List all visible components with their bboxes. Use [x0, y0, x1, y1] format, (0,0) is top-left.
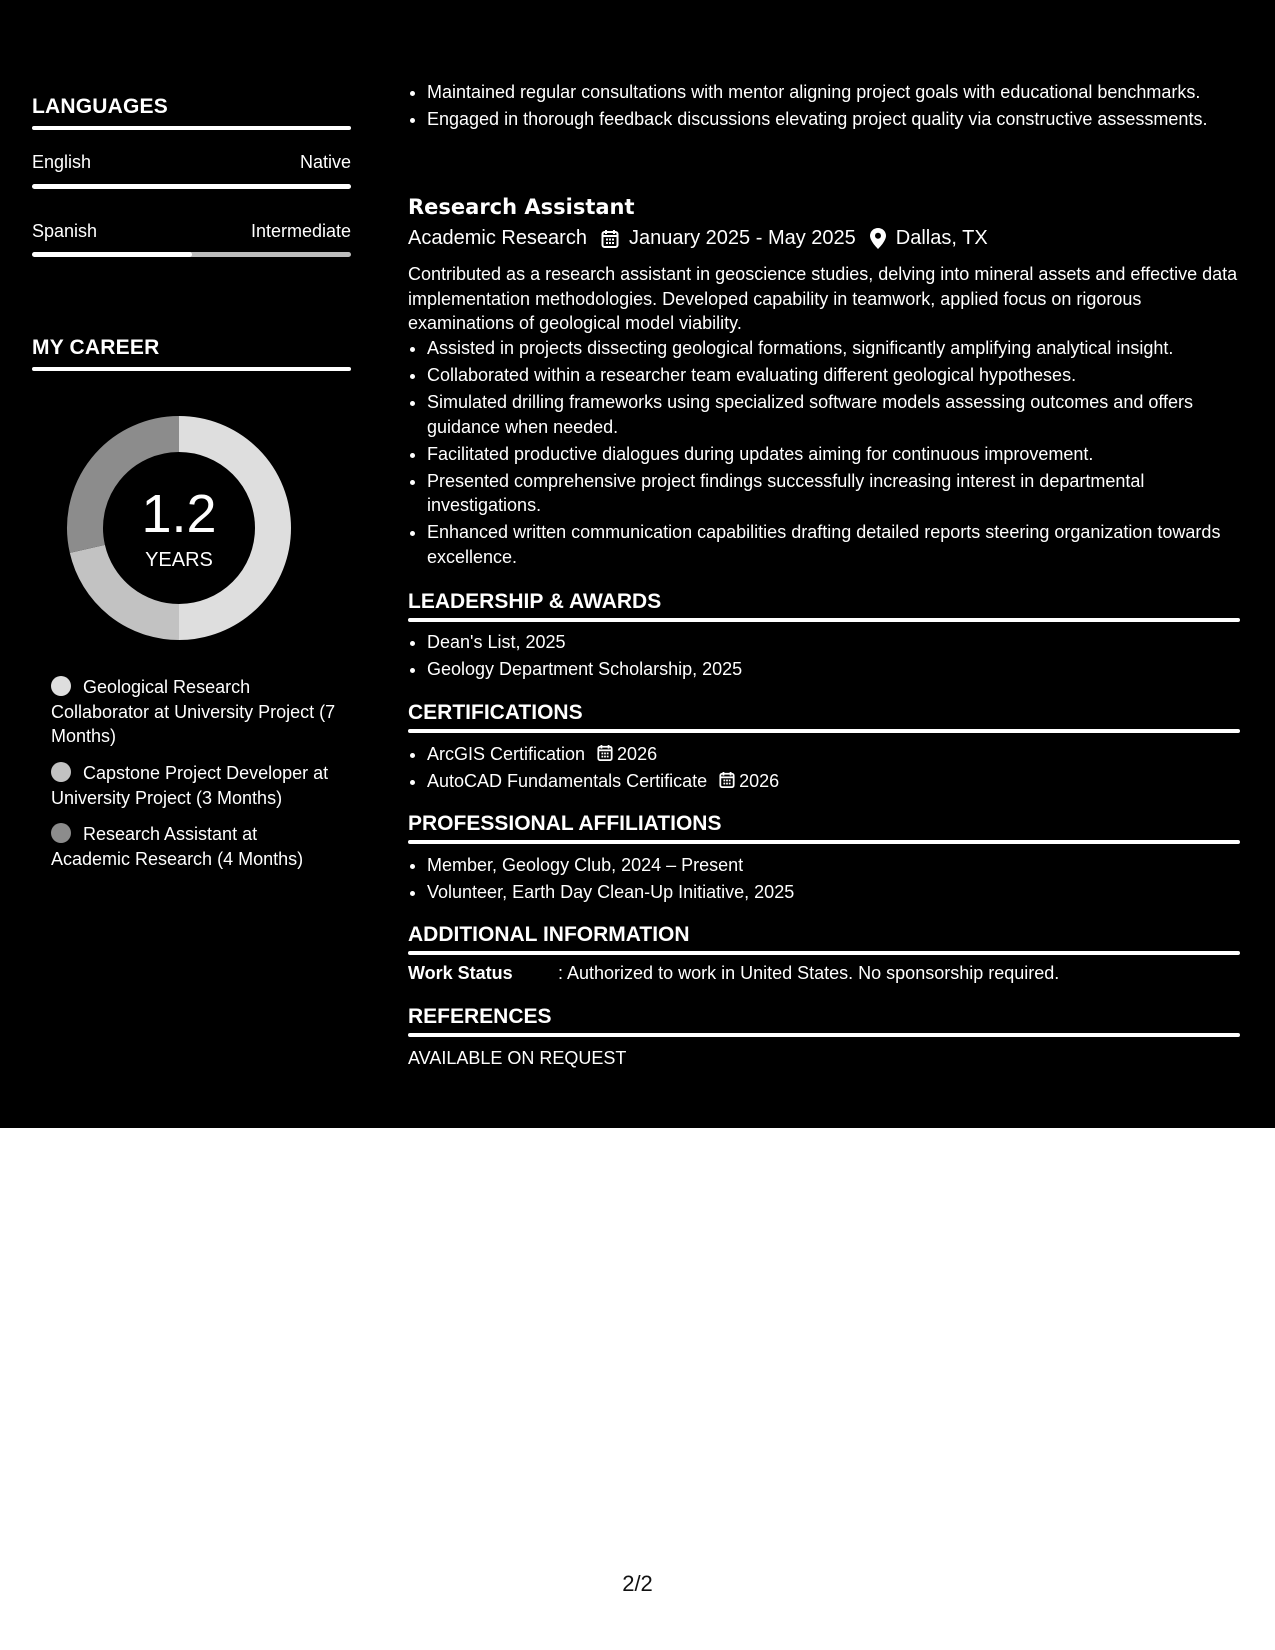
- career-item-text: Capstone Project Developer at University Project (3 Months): [51, 763, 329, 808]
- job-dates: January 2025 - May 2025: [628, 227, 856, 249]
- awards-rule: [408, 618, 1240, 622]
- career-total-value: 1.2: [141, 484, 217, 544]
- list-item: • Member, Geology Club, 2024 – Present: [427, 853, 1240, 878]
- list-item: • Simulated drilling frameworks using specialized software models assessing outcomes and offers guidance when needed.: [427, 390, 1240, 439]
- career-item: [51, 822, 336, 871]
- career-rule: [32, 367, 351, 371]
- cert-name: AutoCAD Fundamentals Certificate: [427, 771, 708, 791]
- references-rule: [408, 1033, 1240, 1037]
- list-item: • Facilitated productive dialogues during updates aiming for continuous improvement.: [427, 442, 1240, 467]
- career-total-unit: YEARS: [145, 549, 213, 571]
- awards-list: [408, 630, 1240, 684]
- references-text: AVAILABLE ON REQUEST: [408, 1048, 627, 1068]
- language-name: Spanish: [32, 221, 98, 241]
- page-number: 2/2: [622, 1571, 653, 1596]
- job-meta: [408, 227, 1240, 250]
- list-item: • Engaged in thorough feedback discussions elevating project quality via constructive assessments.: [427, 107, 1240, 132]
- list-item: • Assisted in projects dissecting geological formations, significantly amplifying analytical insight.: [427, 336, 1240, 361]
- career-heading: MY CAREER: [32, 336, 160, 359]
- affiliations-heading: PROFESSIONAL AFFILIATIONS: [408, 812, 722, 835]
- references-heading: REFERENCES: [408, 1005, 552, 1028]
- language-level: Intermediate: [250, 221, 351, 241]
- list-item: • Enhanced written communication capabilities drafting detailed reports steering organization towards excellence.: [427, 520, 1240, 569]
- previous-job-bullets: [408, 80, 1240, 134]
- languages-rule: [32, 126, 351, 130]
- language-level: Native: [299, 152, 351, 172]
- legend-dot: [51, 823, 71, 843]
- languages-heading: LANGUAGES: [32, 95, 168, 118]
- work-status-label: Work Status: [408, 963, 513, 983]
- cert-name: ArcGIS Certification: [427, 744, 586, 764]
- list-item: [427, 769, 1240, 794]
- list-item: • Maintained regular consultations with mentor aligning project goals with educational benchmarks.: [427, 80, 1240, 105]
- additional-info-rule: [408, 951, 1240, 955]
- legend-dot: [51, 762, 71, 782]
- cert-year: 2026: [739, 771, 780, 791]
- list-item: [427, 742, 1240, 767]
- certifications-list: [408, 742, 1240, 796]
- job-location: Dallas, TX: [895, 227, 988, 249]
- language-bar-spanish: [32, 252, 351, 257]
- location-pin-icon: [870, 228, 886, 249]
- affiliations-rule: [408, 840, 1240, 844]
- list-item: • Collaborated within a researcher team evaluating different geological hypotheses.: [427, 363, 1240, 388]
- additional-info-heading: ADDITIONAL INFORMATION: [408, 923, 690, 946]
- language-row-english: [32, 152, 351, 173]
- job-company: Academic Research: [408, 227, 587, 249]
- list-item: • Presented comprehensive project findings successfully increasing interest in departmental investigations.: [427, 469, 1240, 518]
- language-bar-fill: [32, 184, 351, 189]
- work-status-row: [408, 963, 1240, 984]
- career-item: [51, 761, 336, 810]
- certifications-rule: [408, 729, 1240, 733]
- legend-dot: [51, 676, 71, 696]
- calendar-icon: [597, 744, 613, 762]
- list-item: • Volunteer, Earth Day Clean-Up Initiative, 2025: [427, 880, 1240, 905]
- language-row-spanish: [32, 221, 351, 242]
- job-summary: Contributed as a research assistant in geoscience studies, delving into mineral assets and effective data implementation methodologies. Developed capability in teamwork, applied focus on rigorous examinations of geological model viability.: [408, 264, 1238, 333]
- calendar-icon: [719, 771, 735, 789]
- language-bar-fill: [32, 252, 192, 257]
- language-name: English: [32, 152, 92, 172]
- language-bar-english: [32, 184, 351, 189]
- career-item: [51, 675, 336, 749]
- awards-heading: LEADERSHIP & AWARDS: [408, 590, 662, 613]
- affiliations-list: [408, 853, 1240, 907]
- job-bullets: [408, 336, 1240, 572]
- job-title: Research Assistant: [408, 195, 635, 219]
- calendar-icon: [601, 229, 619, 249]
- cert-year: 2026: [617, 744, 658, 764]
- career-item-text: Geological Research Collaborator at University Project (7 Months): [51, 677, 336, 746]
- list-item: • Geology Department Scholarship, 2025: [427, 657, 1240, 682]
- work-status-value: : Authorized to work in United States. No sponsorship required.: [558, 963, 1060, 983]
- career-item-text: Research Assistant at Academic Research (4 Months): [51, 824, 304, 869]
- certifications-heading: CERTIFICATIONS: [408, 701, 583, 724]
- list-item: • Dean's List, 2025: [427, 630, 1240, 655]
